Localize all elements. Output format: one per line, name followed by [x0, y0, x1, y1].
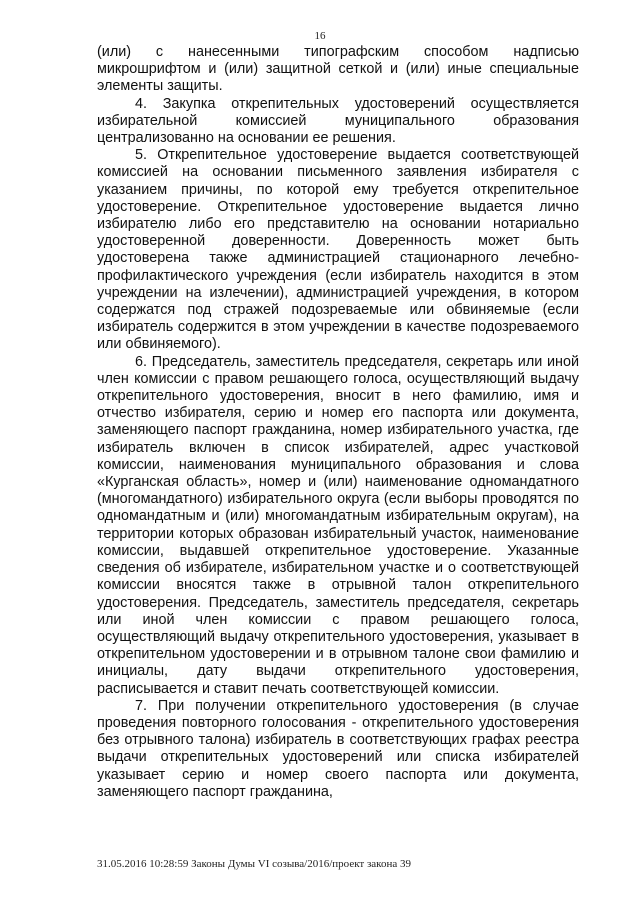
paragraph-item-4: 4. Закупка открепительных удостоверений осуществляется избирательной комиссией муниципального образования централизованно на основании ее решения. [97, 95, 579, 147]
document-footer: 31.05.2016 10:28:59 Законы Думы VI созыва/2016/проект закона 39 [97, 858, 411, 870]
document-body [97, 44, 579, 801]
paragraph-item-5: 5. Открепительное удостоверение выдается соответствующей комиссией на основании письменного заявления избирателя с указанием причины, по которой ему требуется открепительное удостоверение. Открепительное удостоверение выдается лично избирателю либо его представителю на основании нотариально удостоверенной доверенности. Доверенность может быть удостоверена также администрацией стационарного лечебно-профилактического учреждения (если избиратель находится в этом учреждении на излечении), администрацией учреждения, в котором содержатся под стражей подозреваемые или обвиняемые (если избиратель содержится в этом учреждении в качестве подозреваемого или обвиняемого). [97, 147, 579, 353]
paragraph-continuation: (или) с нанесенными типографским способом надписью микрошрифтом и (или) защитной сеткой и (или) иные специальные элементы защиты. [97, 44, 579, 95]
paragraph-item-7: 7. При получении открепительного удостоверения (в случае проведения повторного голосования - открепительного удостоверения без отрывного талона) избиратель в соответствующих графах реестра выдачи открепительных удостоверений или списка избирателей указывает серию и номер своего паспорта или документа, заменяющего паспорт гражданина, [97, 697, 579, 800]
page-number: 16 [314, 30, 326, 42]
paragraph-item-6: 6. Председатель, заместитель председателя, секретарь или иной член комиссии с правом решающего голоса, осуществляющий выдачу открепительного удостоверения, вносит в него фамилию, имя и отчество избирателя, серию и номер его паспорта или документа, заменяющего паспорт гражданина, номер избирательного участка, где избиратель включен в список избирателей, адрес участковой комиссии, наименования муниципального образования и слова «Курганская область», номер и (или) наименование одномандатного (многомандатного) избирательного округа (если выборы проводятся по одномандатным и (или) многомандатным избирательным округам), на территории которых образован избирательный участок, наименование комиссии, выдавшей открепительное удостоверение. Указанные сведения об избирателе, избирательном участке и о соответствующей комиссии вносятся также в отрывной талон открепительного удостоверения. Председатель, заместитель председателя, секретарь или иной член комиссии с правом решающего голоса, осуществляющий выдачу открепительного удостоверения, указывает в открепительном удостоверении и в отрывном талоне свои фамилию и инициалы, дату выдачи открепительного удостоверения, расписывается и ставит печать соответствующей комиссии. [97, 353, 579, 697]
